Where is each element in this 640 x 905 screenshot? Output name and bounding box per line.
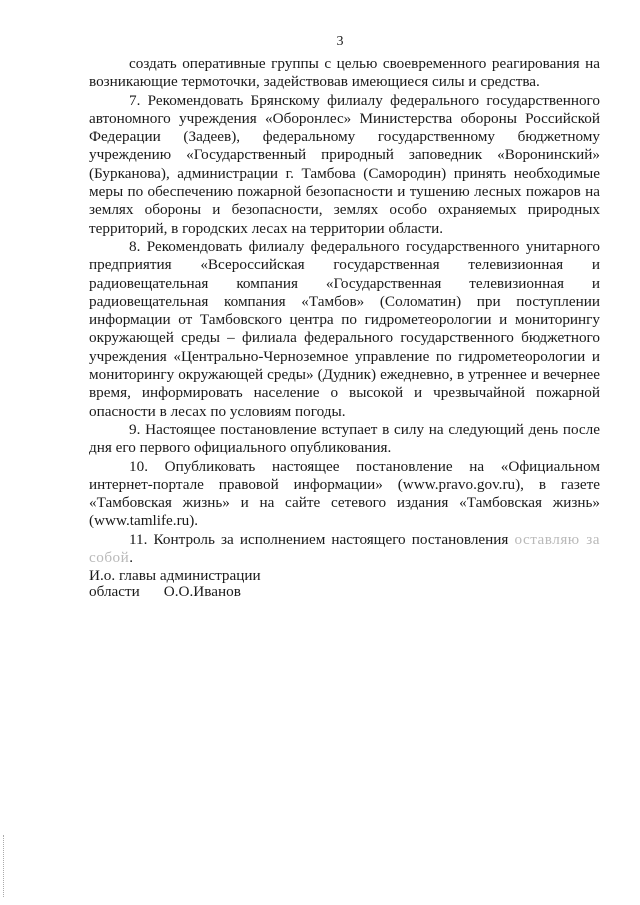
paragraph-11-text: 11. Контроль за исполнением настоящего постановления bbox=[129, 530, 509, 548]
paragraph-11-end: . bbox=[129, 549, 134, 567]
paragraph-10: 10. Опубликовать настоящее постановление на «Официальном интернет-портале правовой информации» (www.pravo.gov.ru), в газете «Тамбовская жизнь» и на сайте сетевого издания «Тамбовская жизнь» (www.tamlife.ru). bbox=[89, 457, 600, 530]
margin-scan-marks bbox=[3, 835, 6, 897]
paragraph-7: 7. Рекомендовать Брянскому филиалу федерального государственного автономного учреждения «Оборонлес» Министерства обороны Российской Федерации (Задеев), федеральному государственному бюджетному учреждению «Государственный природный заповедник «Воронинский» (Бурканова), администрации г. Тамбова (Самородин) принять необходимые меры по обеспечению пожарной безопасности и тушению лесных пожаров на землях обороны и безопасности, землях особо охраняемых природных территорий, в городских лесах на территории области. bbox=[89, 91, 600, 237]
signature-name: О.О.Иванов bbox=[163, 583, 241, 600]
signature-row bbox=[89, 584, 261, 600]
paragraph-11 bbox=[89, 531, 600, 568]
paragraph-9: 9. Настоящее постановление вступает в силу на следующий день после дня его первого официального опубликования. bbox=[89, 420, 600, 457]
signature-title-line2: области bbox=[89, 583, 140, 600]
signature-title-line1: И.о. главы администрации bbox=[89, 567, 261, 584]
document-body bbox=[89, 55, 600, 567]
signature-block bbox=[89, 568, 261, 600]
page-number: 3 bbox=[336, 34, 344, 49]
paragraph-continuation: создать оперативные группы с целью своевременного реагирования на возникающие термоточки, задействовав имеющиеся силы и средства. bbox=[89, 55, 600, 91]
paragraph-11-faded-text: оставляю за собой bbox=[89, 530, 600, 567]
paragraph-8: 8. Рекомендовать филиалу федерального государственного унитарного предприятия «Всероссийская государственная телевизионная и радиовещательная компания «Государственная телевизионная и радиовещательная компания «Тамбов» (Соломатин) при поступлении информации от Тамбовского центра по гидрометеорологии и мониторингу окружающей среды – филиала федерального государственного бюджетного учреждения «Центрально-Черноземное управление по гидрометеорологии и мониторингу окружающей среды» (Дудник) ежедневно, в утреннее и вечернее время, информировать население о высокой и чрезвычайной пожарной опасности в лесах по условиям погоды. bbox=[89, 237, 600, 420]
